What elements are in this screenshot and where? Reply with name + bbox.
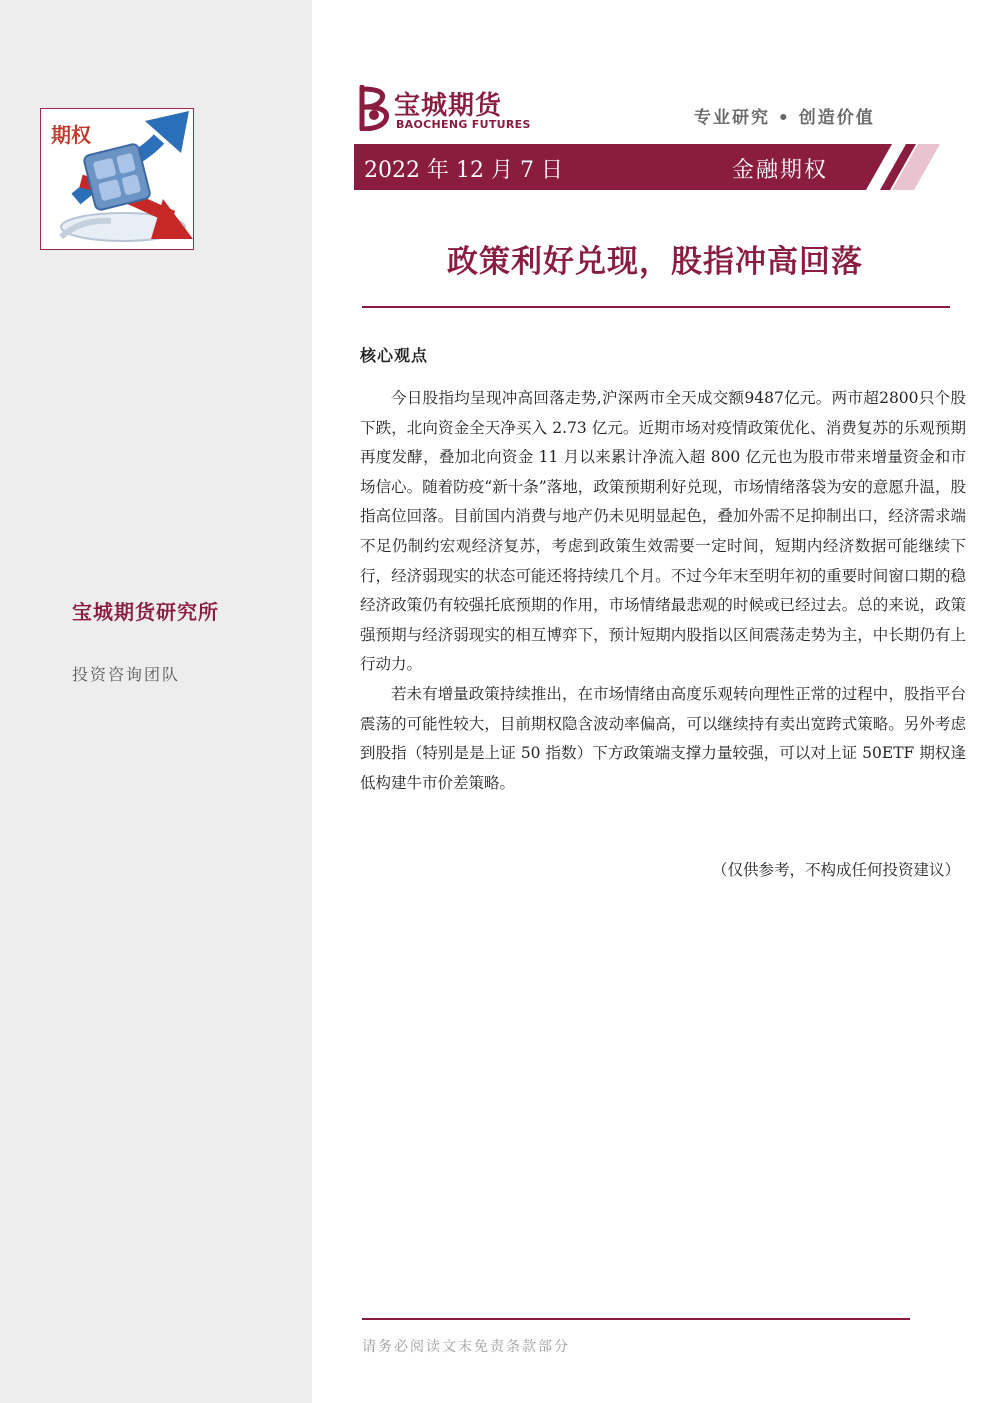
- slogan: 专业研究 • 创造价值: [694, 108, 875, 128]
- cover-label: 期权: [51, 123, 91, 147]
- footer-divider: [362, 1318, 910, 1320]
- body-paragraph: 若未有增量政策持续推出，在市场情绪由高度乐观转向理性正常的过程中，股指平台震荡的可能性较大，目前期权隐含波动率偏高，可以继续持有卖出宽跨式策略。另外考虑到股指（特别是是上证 50 指数）下方政策端支撑力量较强，可以对上证 50ETF 期权逢低构建牛市价差策略。: [360, 684, 966, 792]
- report-date: 2022 年 12 月 7 日: [364, 158, 563, 183]
- sidebar: [0, 0, 312, 1403]
- logo-text-cn: 宝城期货: [394, 91, 503, 121]
- report-category: 金融期权: [732, 158, 829, 183]
- brand-logo: [356, 85, 531, 133]
- disclaimer: （仅供参考，不构成任何投资建议）: [711, 861, 960, 879]
- title-divider: [362, 306, 950, 308]
- org-name: 宝城期货研究所: [72, 600, 219, 624]
- date-banner: [354, 144, 940, 190]
- team-name: 投资咨询团队: [72, 665, 181, 684]
- report-body: [360, 384, 966, 798]
- section-heading: 核心观点: [360, 346, 429, 365]
- footer-note: 请务必阅读文末免责条款部分: [362, 1339, 570, 1355]
- cover-image: [40, 108, 194, 250]
- logo-mark-icon: [356, 85, 392, 131]
- logo-text-en: BAOCHENG FUTURES: [396, 118, 531, 131]
- report-title: 政策利好兑现，股指冲高回落: [447, 244, 863, 280]
- body-paragraph: 今日股指均呈现冲高回落走势,沪深两市全天成交额9487亿元。两市超2800只个股下跌，北向资金全天净买入 2.73 亿元。近期市场对疫情政策优化、消费复苏的乐观预期再度发酵，叠加北向资金 11 月以来累计净流入超 800 亿元也为股市带来增量资金和市场信心。随着防疫“新十条”落地，政策预期利好兑现，市场情绪落袋为安的意愿升温，股指高位回落。目前国内消费与地产仍未见明显起色，叠加外需不足抑制出口，经济需求端不足仍制约宏观经济复苏，考虑到政策生效需要一定时间，短期内经济数据可能继续下行，经济弱现实的状态可能还将持续几个月。不过今年末至明年初的重要时间窗口期的稳经济政策仍有较强托底预期的作用，市场情绪最悲观的时候或已经过去。总的来说，政策强预期与经济弱现实的相互博弈下，预计短期内股指以区间震荡走势为主，中长期仍有上行动力。: [360, 389, 966, 674]
